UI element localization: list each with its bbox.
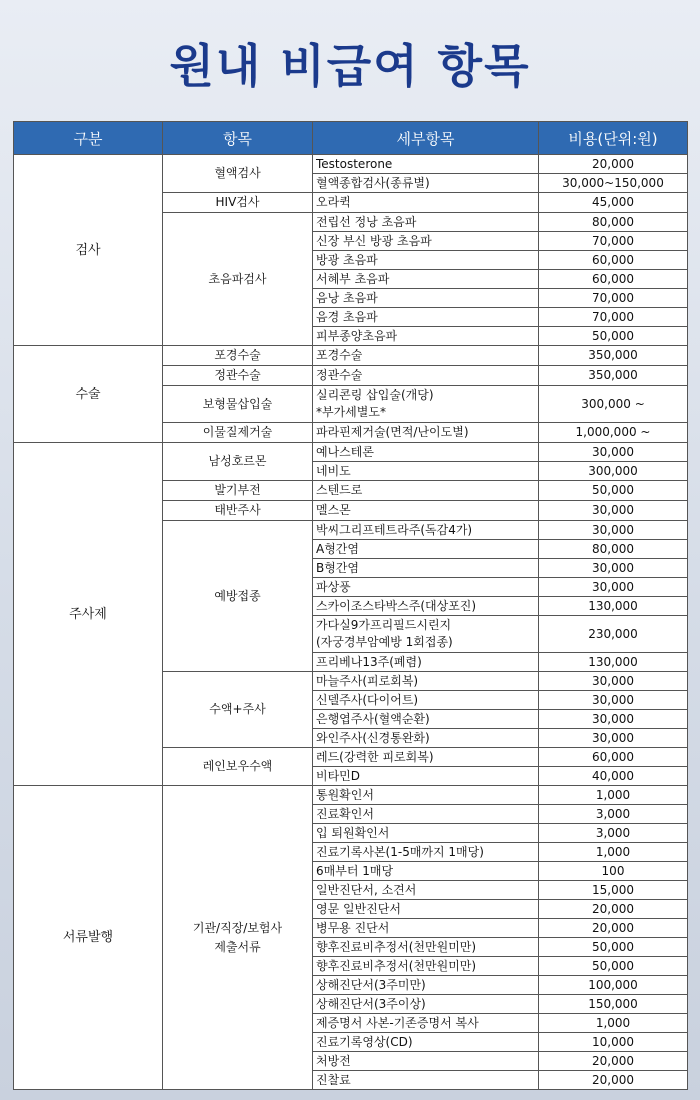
detail-item-text: 네비도 [316, 463, 351, 478]
detail-item-text: 진료기록사본(1-5매까지 1매당) [316, 844, 484, 859]
group-cell [163, 672, 313, 748]
detail-item-text: A형간염 [316, 541, 359, 556]
detail-item-text: 입 퇴원확인서 [316, 825, 390, 840]
group-name-line2: 제출서류 [214, 939, 261, 954]
cost-cell: 30,000 [539, 559, 688, 578]
detail-item-cell [313, 616, 539, 653]
cost-cell: 30,000 [539, 578, 688, 597]
cost-cell: 30,000 [539, 521, 688, 540]
cost-cell: 3,000 [539, 805, 688, 824]
category-cell: 수술 [14, 346, 163, 443]
cost-cell: 1,000 [539, 786, 688, 805]
detail-item-text-line2: (자궁경부암예방 1회접종) [316, 635, 453, 649]
cost-cell: 80,000 [539, 540, 688, 559]
detail-item-text: 신델주사(다이어트) [316, 692, 419, 707]
group-cell [163, 346, 313, 366]
group-name: 초음파검사 [208, 271, 267, 286]
header-detail: 세부항목 [313, 122, 539, 155]
group-cell [163, 501, 313, 521]
detail-item-text: 레드(강력한 피로회복) [316, 749, 434, 764]
cost-cell: 40,000 [539, 767, 688, 786]
detail-item-text: 병무용 진단서 [316, 920, 390, 935]
detail-item-cell [313, 386, 539, 423]
detail-item-cell [313, 710, 539, 729]
detail-item-cell [313, 748, 539, 767]
detail-item-cell [313, 193, 539, 213]
detail-item-cell [313, 843, 539, 862]
cost-cell: 50,000 [539, 957, 688, 976]
cost-cell: 100 [539, 862, 688, 881]
category-cell: 검사 [14, 155, 163, 346]
cost-cell: 20,000 [539, 1071, 688, 1090]
cost-cell: 50,000 [539, 938, 688, 957]
group-name: 포경수술 [214, 348, 261, 362]
detail-item-text: 예나스테론 [316, 444, 374, 459]
detail-item-text: 피부종양초음파 [316, 328, 398, 343]
group-cell [163, 443, 313, 481]
detail-item-cell [313, 308, 539, 327]
category-cell: 서류발행 [14, 786, 163, 1090]
cost-cell: 70,000 [539, 308, 688, 327]
cost-cell: 20,000 [539, 919, 688, 938]
detail-item-text: 진찰료 [316, 1072, 351, 1087]
header-category: 구분 [14, 122, 163, 155]
detail-item-cell [313, 155, 539, 174]
detail-item-text: Testosterone [316, 156, 393, 171]
detail-item-cell [313, 672, 539, 691]
detail-item-text: 오라퀵 [316, 195, 351, 209]
detail-item-cell [313, 423, 539, 443]
cost-cell: 50,000 [539, 481, 688, 501]
detail-item-text: 와인주사(신경통완화) [316, 730, 430, 745]
cost-cell: 50,000 [539, 327, 688, 346]
detail-item-text: 진료기록영상(CD) [316, 1034, 413, 1049]
cost-cell: 30,000 [539, 729, 688, 748]
detail-item-text: 실리콘링 삽입술(개당) [316, 388, 434, 402]
cost-cell: 150,000 [539, 995, 688, 1014]
detail-item-cell [313, 976, 539, 995]
cost-cell: 350,000 [539, 346, 688, 366]
detail-item-text: 멜스몬 [316, 503, 351, 517]
detail-item-cell [313, 174, 539, 193]
group-cell [163, 748, 313, 786]
cost-cell: 45,000 [539, 193, 688, 213]
page-title: 원내 비급여 항목 [169, 39, 531, 93]
detail-item-text-line2: *부가세별도* [316, 405, 386, 419]
detail-item-text: 영문 일반진단서 [316, 901, 401, 916]
group-name: 태반주사 [214, 503, 261, 517]
cost-cell: 30,000 [539, 443, 688, 462]
group-name: 남성호르몬 [208, 454, 267, 468]
detail-item-text: 스텐드로 [316, 483, 363, 497]
detail-item-cell [313, 578, 539, 597]
detail-item-cell [313, 653, 539, 672]
cost-cell: 130,000 [539, 597, 688, 616]
detail-item-text: 마늘주사(피로회복) [316, 673, 419, 688]
cost-cell: 30,000 [539, 710, 688, 729]
cost-cell: 70,000 [539, 232, 688, 251]
cost-cell: 350,000 [539, 366, 688, 386]
detail-item-text: 향후진료비추정서(천만원미만) [316, 939, 477, 954]
detail-item-cell [313, 1052, 539, 1071]
detail-item-text: 비타민D [316, 768, 361, 783]
detail-item-text: 포경수술 [316, 348, 363, 362]
group-name: 수액+주사 [209, 702, 266, 716]
detail-item-text: 음낭 초음파 [316, 290, 378, 305]
table-row [14, 346, 688, 366]
detail-item-cell [313, 824, 539, 843]
detail-item-cell [313, 289, 539, 308]
table-header-row [14, 122, 688, 155]
detail-item-cell [313, 691, 539, 710]
detail-item-text: 상해진단서(3주미만) [316, 977, 426, 992]
detail-item-cell [313, 881, 539, 900]
cost-cell: 20,000 [539, 1052, 688, 1071]
detail-item-cell [313, 957, 539, 976]
detail-item-text: 프리베나13주(폐렴) [316, 654, 422, 669]
detail-item-text: B형간염 [316, 560, 360, 575]
cost-cell: 10,000 [539, 1033, 688, 1052]
group-cell [163, 386, 313, 423]
detail-item-cell [313, 805, 539, 824]
detail-item-text: 박씨그리프테트라주(독감4가) [316, 522, 473, 537]
detail-item-text: 정관수술 [316, 368, 363, 382]
group-name: HIV검사 [215, 195, 260, 209]
header-item: 항목 [163, 122, 313, 155]
detail-item-cell [313, 597, 539, 616]
detail-item-cell [313, 729, 539, 748]
group-cell [163, 213, 313, 346]
header-cost: 비용(단위:원) [539, 122, 688, 155]
cost-cell: 1,000,000 ~ [539, 423, 688, 443]
detail-item-cell [313, 366, 539, 386]
detail-item-text: 6매부터 1매당 [316, 863, 394, 878]
group-name: 정관수술 [214, 368, 261, 382]
group-name: 예방접종 [214, 588, 261, 603]
group-name: 보형물삽입술 [202, 396, 273, 411]
detail-item-cell [313, 559, 539, 578]
group-name: 이물질제거술 [202, 425, 273, 439]
group-name: 혈액검사 [214, 166, 261, 180]
table-row [14, 443, 688, 462]
detail-item-cell [313, 213, 539, 232]
detail-item-cell [313, 1071, 539, 1090]
group-cell [163, 423, 313, 443]
detail-item-text: 방광 초음파 [316, 252, 378, 267]
detail-item-cell [313, 900, 539, 919]
detail-item-cell [313, 346, 539, 366]
detail-item-cell [313, 481, 539, 501]
group-cell [163, 786, 313, 1090]
group-cell [163, 481, 313, 501]
price-table [13, 121, 688, 1090]
detail-item-text: 가다실9가프리필드시린지 [316, 618, 452, 632]
detail-item-text: 파라핀제거술(면적/난이도별) [316, 425, 469, 439]
detail-item-cell [313, 540, 539, 559]
cost-cell: 1,000 [539, 1014, 688, 1033]
cost-cell: 60,000 [539, 270, 688, 289]
detail-item-text: 스카이조스타박스주(대상포진) [316, 598, 477, 613]
category-cell: 주사제 [14, 443, 163, 786]
group-name: 레인보우수액 [202, 759, 273, 773]
group-cell [163, 193, 313, 213]
cost-cell: 230,000 [539, 616, 688, 653]
table-row [14, 155, 688, 174]
detail-item-text: 향후진료비추정서(천만원미만) [316, 958, 477, 973]
cost-cell: 30,000~150,000 [539, 174, 688, 193]
cost-cell: 3,000 [539, 824, 688, 843]
group-name: 발기부전 [214, 483, 261, 497]
cost-cell: 300,000 ~ [539, 386, 688, 423]
detail-item-cell [313, 443, 539, 462]
cost-cell: 70,000 [539, 289, 688, 308]
cost-cell: 1,000 [539, 843, 688, 862]
group-cell [163, 366, 313, 386]
cost-cell: 100,000 [539, 976, 688, 995]
table-body [14, 155, 688, 1090]
detail-item-text: 일반진단서, 소견서 [316, 882, 417, 897]
detail-item-cell [313, 462, 539, 481]
detail-item-text: 전립선 정낭 초음파 [316, 214, 417, 229]
cost-cell: 130,000 [539, 653, 688, 672]
detail-item-cell [313, 251, 539, 270]
cost-cell: 60,000 [539, 748, 688, 767]
detail-item-cell [313, 862, 539, 881]
detail-item-text: 혈액종합검사(종류별) [316, 175, 430, 190]
table-row [14, 786, 688, 805]
detail-item-text: 신장 부신 방광 초음파 [316, 233, 432, 248]
detail-item-text: 통원확인서 [316, 787, 374, 802]
group-cell [163, 521, 313, 672]
detail-item-cell [313, 995, 539, 1014]
detail-item-cell [313, 327, 539, 346]
cost-cell: 60,000 [539, 251, 688, 270]
group-cell [163, 155, 313, 193]
detail-item-cell [313, 919, 539, 938]
detail-item-cell [313, 938, 539, 957]
cost-cell: 20,000 [539, 155, 688, 174]
cost-cell: 20,000 [539, 900, 688, 919]
cost-cell: 80,000 [539, 213, 688, 232]
detail-item-text: 서혜부 초음파 [316, 271, 390, 286]
detail-item-text: 처방전 [316, 1053, 351, 1068]
detail-item-cell [313, 1014, 539, 1033]
detail-item-cell [313, 501, 539, 521]
cost-cell: 300,000 [539, 462, 688, 481]
cost-cell: 30,000 [539, 501, 688, 521]
detail-item-text: 진료확인서 [316, 806, 374, 821]
detail-item-text: 은행엽주사(혈액순환) [316, 711, 430, 726]
cost-cell: 30,000 [539, 691, 688, 710]
detail-item-text: 음경 초음파 [316, 309, 378, 324]
detail-item-cell [313, 1033, 539, 1052]
group-name: 기관/직장/보험사 [192, 920, 283, 935]
detail-item-cell [313, 270, 539, 289]
detail-item-cell [313, 767, 539, 786]
cost-cell: 15,000 [539, 881, 688, 900]
detail-item-cell [313, 232, 539, 251]
detail-item-text: 상해진단서(3주이상) [316, 996, 426, 1011]
cost-cell: 30,000 [539, 672, 688, 691]
detail-item-cell [313, 786, 539, 805]
detail-item-cell [313, 521, 539, 540]
detail-item-text: 파상풍 [316, 579, 351, 594]
detail-item-text: 제증명서 사본-기존증명서 복사 [316, 1015, 479, 1030]
